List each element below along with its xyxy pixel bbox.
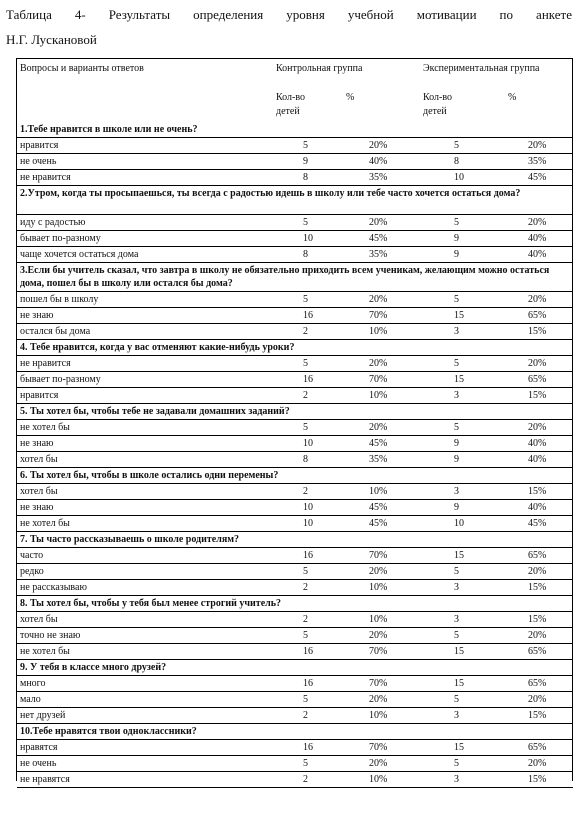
question-row: 1.Тебе нравится в школе или не очень?	[17, 122, 573, 138]
answer-option: нравятся	[20, 742, 58, 753]
control-count: 5	[303, 294, 308, 305]
control-percent: 10%	[369, 326, 388, 337]
experimental-count: 15	[454, 646, 464, 657]
experimental-percent: 20%	[528, 694, 547, 705]
experimental-count: 5	[454, 294, 459, 305]
question-row: 10.Тебе нравятся твои одноклассники?	[17, 724, 573, 740]
experimental-count: 15	[454, 742, 464, 753]
answer-row	[17, 692, 573, 708]
answer-option: точно не знаю	[20, 630, 81, 641]
answer-option: не нравится	[20, 358, 71, 369]
control-count: 8	[303, 454, 308, 465]
control-count: 16	[303, 310, 313, 321]
control-percent: 70%	[369, 678, 388, 689]
answer-row	[17, 612, 573, 628]
control-count: 5	[303, 140, 308, 151]
experimental-count: 3	[454, 774, 459, 785]
experimental-percent: 40%	[528, 454, 547, 465]
answer-option: нравится	[20, 390, 59, 401]
control-percent: 10%	[369, 774, 388, 785]
experimental-count: 15	[454, 550, 464, 561]
experimental-percent: 35%	[528, 156, 547, 167]
answer-option: мало	[20, 694, 41, 705]
experimental-percent: 65%	[528, 550, 547, 561]
experimental-percent: 20%	[528, 140, 547, 151]
answer-row	[17, 708, 573, 724]
answer-row	[17, 372, 573, 388]
experimental-count: 3	[454, 710, 459, 721]
control-percent: 10%	[369, 710, 388, 721]
control-percent: 20%	[369, 358, 388, 369]
experimental-count: 5	[454, 358, 459, 369]
control-percent: 45%	[369, 502, 388, 513]
control-count: 2	[303, 710, 308, 721]
experimental-count: 5	[454, 630, 459, 641]
control-percent: 40%	[369, 156, 388, 167]
control-count: 5	[303, 217, 308, 228]
table-caption-line1: Таблица 4- Результаты определения уровня учебной мотивации по анкете	[6, 7, 572, 22]
answer-option: иду с радостью	[20, 217, 86, 228]
answer-row	[17, 292, 573, 308]
control-percent: 20%	[369, 217, 388, 228]
header-questions: Вопросы и варианты ответов	[20, 63, 144, 74]
answer-row	[17, 644, 573, 660]
experimental-percent: 65%	[528, 646, 547, 657]
answer-option: не хотел бы	[20, 518, 70, 529]
answer-option: редко	[20, 566, 44, 577]
answer-row	[17, 388, 573, 404]
experimental-count: 15	[454, 310, 464, 321]
experimental-percent: 45%	[528, 518, 547, 529]
results-table	[16, 58, 573, 785]
experimental-count: 9	[454, 249, 459, 260]
control-count: 2	[303, 390, 308, 401]
answer-row	[17, 628, 573, 644]
experimental-percent: 45%	[528, 172, 547, 183]
answer-option: хотел бы	[20, 614, 58, 625]
answer-row	[17, 740, 573, 756]
control-percent: 10%	[369, 614, 388, 625]
experimental-percent: 40%	[528, 438, 547, 449]
control-count: 10	[303, 502, 313, 513]
experimental-percent: 20%	[528, 630, 547, 641]
answer-option: бывает по-разному	[20, 233, 101, 244]
answer-row	[17, 215, 573, 231]
answer-option: чаще хочется остаться дома	[20, 249, 139, 260]
experimental-percent: 20%	[528, 566, 547, 577]
experimental-count: 5	[454, 140, 459, 151]
question-row: 9. У тебя в классе много друзей?	[17, 660, 573, 676]
answer-option: много	[20, 678, 46, 689]
control-count: 2	[303, 582, 308, 593]
experimental-percent: 15%	[528, 390, 547, 401]
control-count: 5	[303, 358, 308, 369]
control-percent: 45%	[369, 233, 388, 244]
control-percent: 10%	[369, 582, 388, 593]
experimental-count: 9	[454, 454, 459, 465]
answer-row	[17, 247, 573, 263]
experimental-percent: 40%	[528, 249, 547, 260]
answer-row	[17, 756, 573, 772]
experimental-count: 15	[454, 374, 464, 385]
control-count: 2	[303, 486, 308, 497]
control-count: 16	[303, 374, 313, 385]
experimental-count: 3	[454, 614, 459, 625]
control-percent: 70%	[369, 742, 388, 753]
answer-option: хотел бы	[20, 486, 58, 497]
control-percent: 20%	[369, 630, 388, 641]
question-row: 4. Тебе нравится, когда у вас отменяют какие-нибудь уроки?	[17, 340, 573, 356]
control-percent: 20%	[369, 758, 388, 769]
answer-option: бывает по-разному	[20, 374, 101, 385]
answer-option: не знаю	[20, 310, 54, 321]
answer-row	[17, 452, 573, 468]
control-percent: 20%	[369, 294, 388, 305]
experimental-percent: 40%	[528, 502, 547, 513]
answer-row	[17, 308, 573, 324]
control-count: 5	[303, 758, 308, 769]
answer-row	[17, 580, 573, 596]
question-row: 6. Ты хотел бы, чтобы в школе остались одни перемены?	[17, 468, 573, 484]
answer-row	[17, 772, 573, 788]
experimental-percent: 15%	[528, 774, 547, 785]
header-experimental-count: Кол-во детей	[423, 92, 453, 117]
answer-option: не очень	[20, 758, 57, 769]
experimental-percent: 15%	[528, 486, 547, 497]
control-count: 5	[303, 694, 308, 705]
answer-row	[17, 516, 573, 532]
experimental-count: 5	[454, 758, 459, 769]
control-count: 2	[303, 326, 308, 337]
answer-row	[17, 138, 573, 154]
control-percent: 35%	[369, 454, 388, 465]
experimental-percent: 15%	[528, 710, 547, 721]
answer-row	[17, 324, 573, 340]
control-percent: 20%	[369, 566, 388, 577]
experimental-count: 9	[454, 502, 459, 513]
answer-option: часто	[20, 550, 44, 561]
experimental-count: 5	[454, 694, 459, 705]
experimental-count: 8	[454, 156, 459, 167]
table-header	[17, 59, 573, 122]
answer-row	[17, 420, 573, 436]
experimental-count: 5	[454, 422, 459, 433]
answer-option: нравится	[20, 140, 59, 151]
header-control-count: Кол-во детей	[276, 92, 306, 117]
answer-row	[17, 564, 573, 580]
experimental-count: 5	[454, 217, 459, 228]
experimental-percent: 15%	[528, 326, 547, 337]
experimental-count: 3	[454, 486, 459, 497]
experimental-count: 15	[454, 678, 464, 689]
control-count: 8	[303, 249, 308, 260]
experimental-percent: 20%	[528, 758, 547, 769]
experimental-percent: 65%	[528, 310, 547, 321]
table-caption-line2: Н.Г. Лускановой	[6, 32, 97, 47]
experimental-percent: 20%	[528, 217, 547, 228]
experimental-percent: 15%	[528, 582, 547, 593]
answer-row	[17, 484, 573, 500]
answer-option: не знаю	[20, 502, 54, 513]
experimental-percent: 20%	[528, 422, 547, 433]
header-experimental-percent: %	[508, 92, 517, 103]
control-count: 5	[303, 422, 308, 433]
answer-row	[17, 356, 573, 372]
control-count: 10	[303, 438, 313, 449]
experimental-percent: 20%	[528, 294, 547, 305]
answer-option: не очень	[20, 156, 57, 167]
answer-option: не знаю	[20, 438, 54, 449]
control-count: 5	[303, 630, 308, 641]
answer-row	[17, 231, 573, 247]
answer-option: нет друзей	[20, 710, 66, 721]
experimental-count: 3	[454, 390, 459, 401]
control-count: 10	[303, 518, 313, 529]
experimental-count: 5	[454, 566, 459, 577]
control-percent: 45%	[369, 438, 388, 449]
question-row: 7. Ты часто рассказываешь о школе родителям?	[17, 532, 573, 548]
question-row: 8. Ты хотел бы, чтобы у тебя был менее строгий учитель?	[17, 596, 573, 612]
control-count: 10	[303, 233, 313, 244]
control-count: 9	[303, 156, 308, 167]
answer-row	[17, 676, 573, 692]
experimental-count: 10	[454, 172, 464, 183]
control-count: 2	[303, 774, 308, 785]
answer-row	[17, 500, 573, 516]
control-count: 8	[303, 172, 308, 183]
header-experimental-group: Экспериментальная группа	[423, 63, 540, 74]
header-control-group: Контрольная группа	[276, 63, 363, 74]
control-percent: 35%	[369, 249, 388, 260]
answer-row	[17, 548, 573, 564]
control-percent: 35%	[369, 172, 388, 183]
answer-option: не рассказываю	[20, 582, 87, 593]
control-percent: 45%	[369, 518, 388, 529]
answer-option: пошел бы в школу	[20, 294, 99, 305]
control-percent: 10%	[369, 390, 388, 401]
control-count: 16	[303, 742, 313, 753]
experimental-count: 3	[454, 582, 459, 593]
experimental-percent: 65%	[528, 374, 547, 385]
answer-option: не нравится	[20, 172, 71, 183]
experimental-count: 9	[454, 233, 459, 244]
answer-option: остался бы дома	[20, 326, 91, 337]
experimental-count: 10	[454, 518, 464, 529]
experimental-count: 9	[454, 438, 459, 449]
answer-option: хотел бы	[20, 454, 58, 465]
question-row: 5. Ты хотел бы, чтобы тебе не задавали домашних заданий?	[17, 404, 573, 420]
control-count: 2	[303, 614, 308, 625]
question-row: 2.Утром, когда ты просыпаешься, ты всегда с радостью идешь в школу или тебе часто хочется остаться дома?	[17, 186, 573, 215]
control-percent: 20%	[369, 694, 388, 705]
experimental-percent: 65%	[528, 678, 547, 689]
table-right-border	[572, 59, 573, 781]
header-control-percent: %	[346, 92, 355, 103]
experimental-percent: 20%	[528, 358, 547, 369]
answer-row	[17, 154, 573, 170]
answer-option: не нравятся	[20, 774, 70, 785]
answer-row	[17, 436, 573, 452]
experimental-count: 3	[454, 326, 459, 337]
experimental-percent: 15%	[528, 614, 547, 625]
control-percent: 20%	[369, 140, 388, 151]
control-percent: 70%	[369, 550, 388, 561]
control-percent: 70%	[369, 374, 388, 385]
experimental-percent: 40%	[528, 233, 547, 244]
answer-row	[17, 170, 573, 186]
control-count: 16	[303, 550, 313, 561]
answer-option: не хотел бы	[20, 422, 70, 433]
experimental-percent: 65%	[528, 742, 547, 753]
control-count: 16	[303, 646, 313, 657]
answer-option: не хотел бы	[20, 646, 70, 657]
control-percent: 70%	[369, 310, 388, 321]
control-percent: 20%	[369, 422, 388, 433]
control-percent: 10%	[369, 486, 388, 497]
control-count: 16	[303, 678, 313, 689]
control-count: 5	[303, 566, 308, 577]
control-percent: 70%	[369, 646, 388, 657]
question-row: 3.Если бы учитель сказал, что завтра в школу не обязательно приходить всем ученикам, желающим можно остаться дома, пошел бы в школу или остался бы дома?	[17, 263, 573, 292]
